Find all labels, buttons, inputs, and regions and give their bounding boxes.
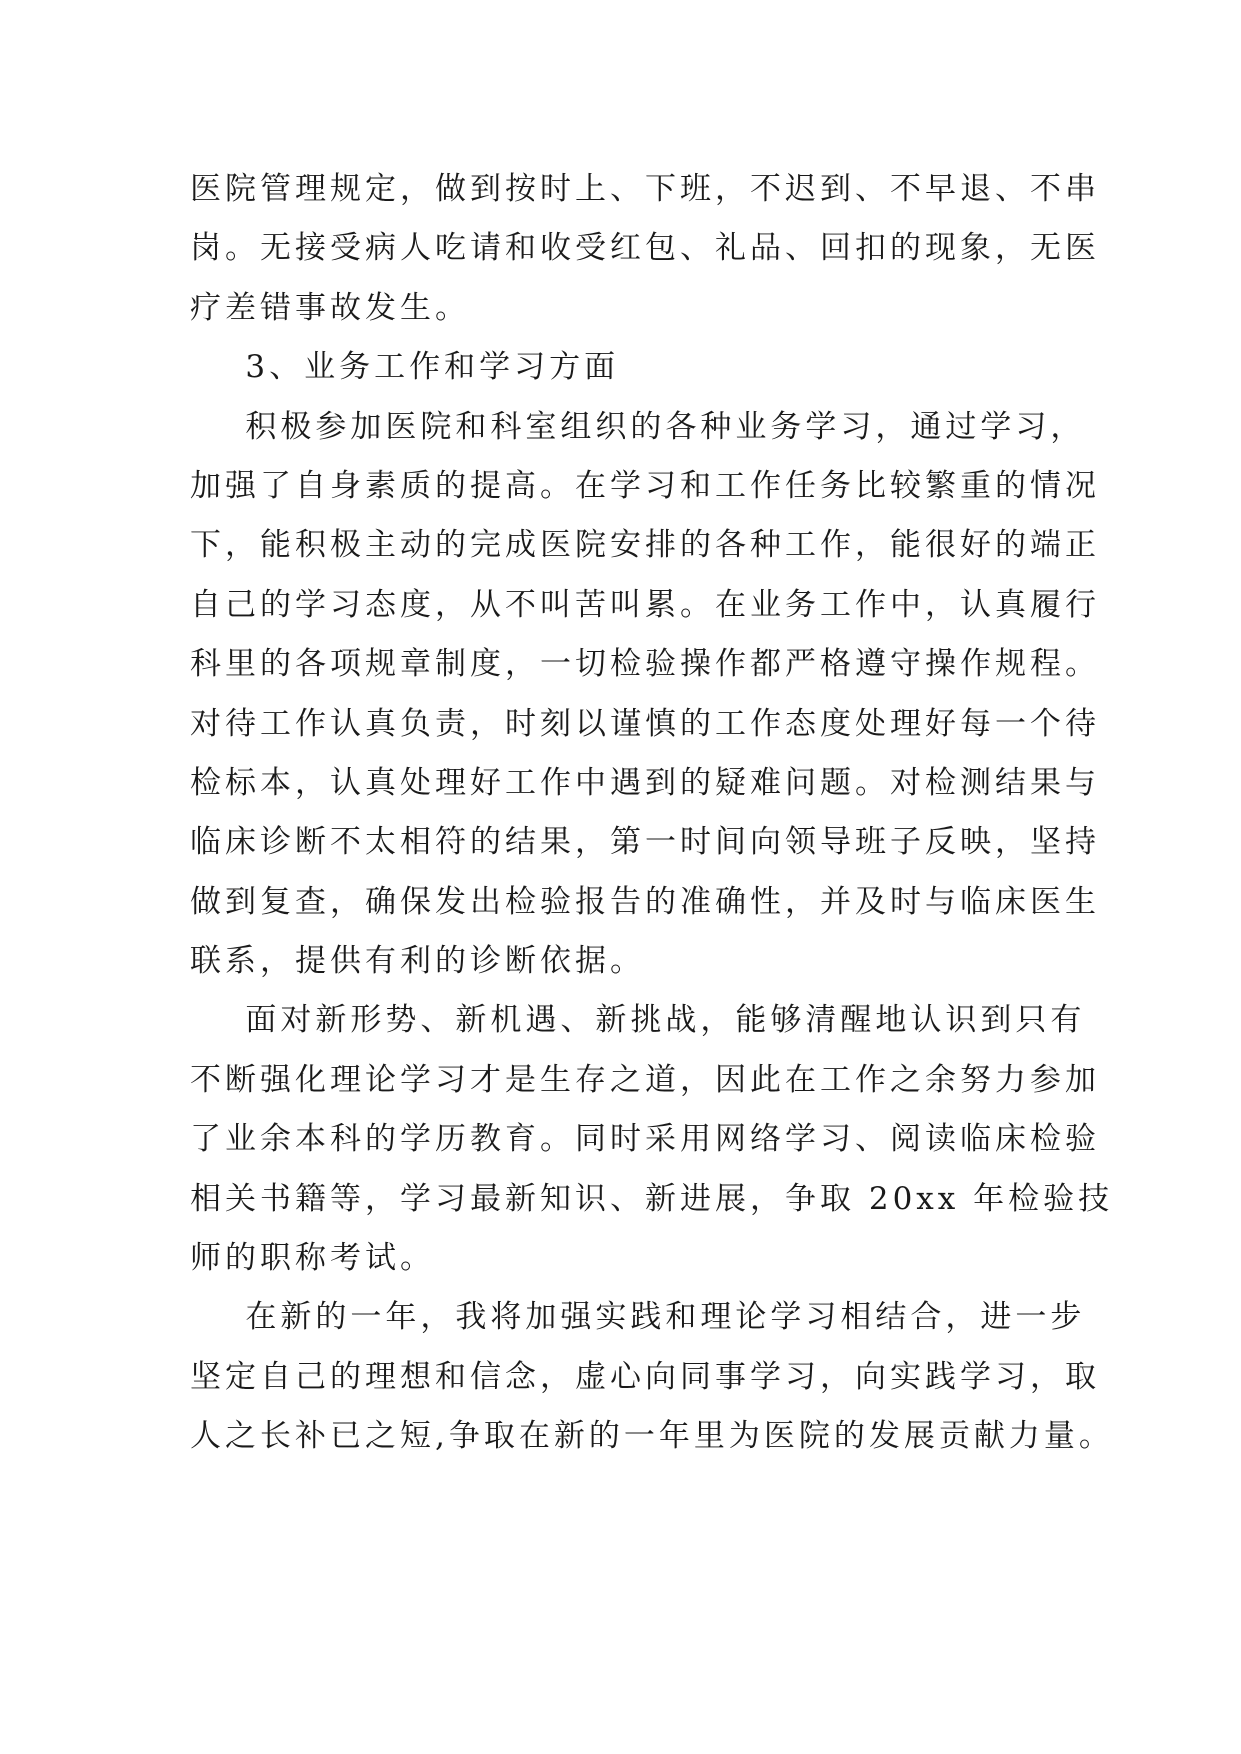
text-line: 下，能积极主动的完成医院安排的各种工作，能很好的端正	[190, 527, 1100, 564]
text-line: 不断强化理论学习才是生存之道，因此在工作之余努力参加	[190, 1061, 1100, 1098]
text-line: 积极参加医院和科室组织的各种业务学习，通过学习，	[190, 408, 1086, 445]
document-body	[190, 160, 1114, 1467]
text-line: 医院管理规定，做到按时上、下班，不迟到、不早退、不串	[190, 171, 1100, 207]
text-line: 自己的学习态度，从不叫苦叫累。在业务工作中，认真履行	[190, 586, 1100, 623]
text-line: 坚定自己的理想和信念，虚心向同事学习，向实践学习，取	[190, 1358, 1100, 1395]
section-heading: 3、业务工作和学习方面	[190, 349, 620, 386]
text-line: 临床诊断不太相符的结果，第一时间向领导班子反映，坚持	[190, 824, 1100, 861]
text-line: 加强了自身素质的提高。在学习和工作任务比较繁重的情况	[190, 467, 1100, 504]
text-line: 在新的一年，我将加强实践和理论学习相结合，进一步	[190, 1299, 1086, 1336]
text-line: 检标本，认真处理好工作中遇到的疑难问题。对检测结果与	[190, 764, 1100, 801]
text-line: 疗差错事故发生。	[190, 289, 470, 326]
text-line: 对待工作认真负责，时刻以谨慎的工作态度处理好每一个待	[190, 705, 1100, 742]
text-line: 做到复查，确保发出检验报告的准确性，并及时与临床医生	[190, 883, 1100, 920]
text-line: 联系，提供有利的诊断依据。	[190, 943, 645, 980]
text-line: 了业余本科的学历教育。同时采用网络学习、阅读临床检验	[190, 1121, 1100, 1158]
text-line: 岗。无接受病人吃请和收受红包、礼品、回扣的现象，无医	[190, 230, 1100, 267]
text-line: 面对新形势、新机遇、新挑战，能够清醒地认识到只有	[190, 1002, 1086, 1039]
text-line: 相关书籍等，学习最新知识、新进展，争取 20xx 年检验技	[190, 1180, 1114, 1217]
text-line: 人之长补已之短,争取在新的一年里为医院的发展贡献力量。	[190, 1418, 1114, 1455]
text-line: 科里的各项规章制度，一切检验操作都严格遵守操作规程。	[190, 646, 1100, 683]
text-line: 师的职称考试。	[190, 1240, 435, 1277]
